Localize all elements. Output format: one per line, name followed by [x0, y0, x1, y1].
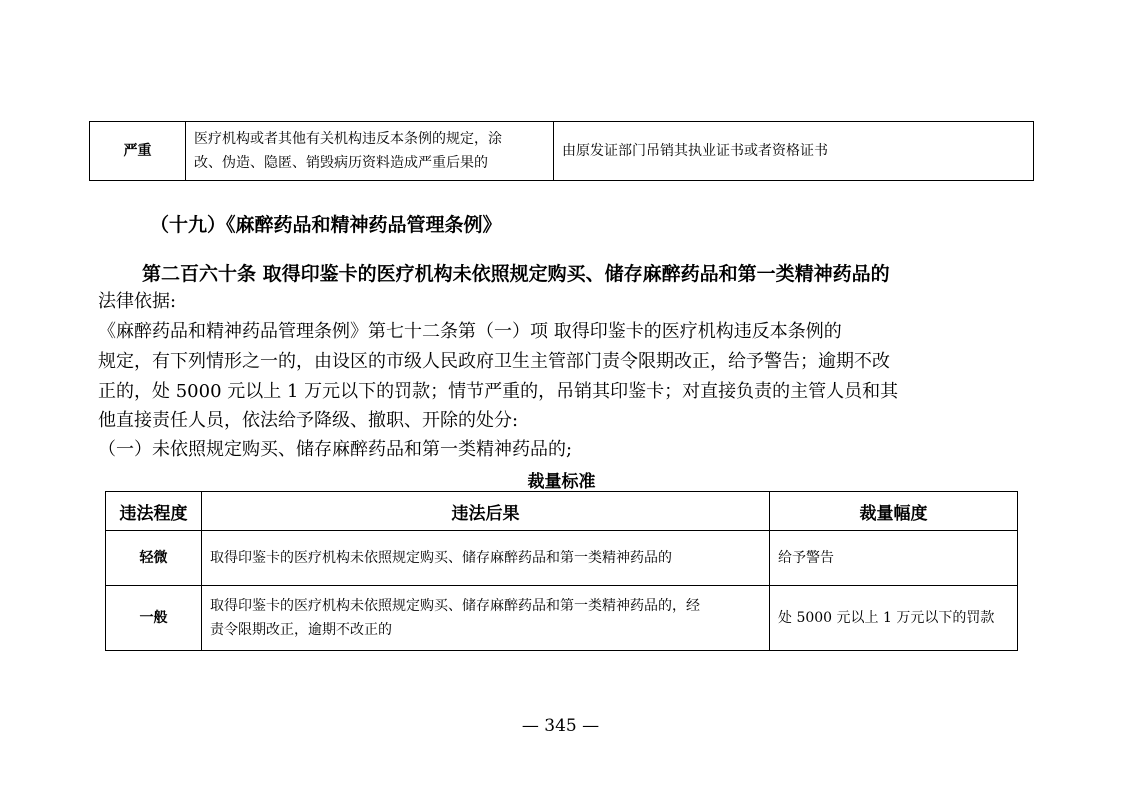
consequence-line: 取得印鉴卡的医疗机构未依照规定购买、储存麻醉药品和第一类精神药品的	[210, 550, 672, 566]
article-title: 第二百六十条 取得印鉴卡的医疗机构未依照规定购买、储存麻醉药品和第一类精神药品的	[142, 263, 890, 285]
column-header: 违法后果	[202, 492, 770, 531]
consequence-line: 医疗机构或者其他有关机构违反本条例的规定，涂	[194, 131, 502, 147]
table-title: 裁量标准	[527, 472, 596, 492]
consequence-cell	[202, 531, 770, 586]
body-line: 规定，有下列情形之一的，由设区的市级人民政府卫生主管部门责令限期改正，给予警告；逾期不改	[98, 351, 890, 372]
table-row	[90, 122, 1034, 181]
penalty-cell: 给予警告	[770, 531, 1018, 586]
body-line: 法律依据:	[98, 291, 177, 312]
section-heading: （十九）《麻醉药品和精神药品管理条例》	[150, 214, 502, 236]
top-standards-table	[89, 121, 1034, 181]
discretion-standards-table	[105, 491, 1018, 651]
column-header: 裁量幅度	[770, 492, 1018, 531]
page-number: — 345 —	[521, 716, 600, 736]
severity-level-cell: 严重	[90, 122, 186, 181]
severity-level-cell: 轻微	[106, 531, 202, 586]
consequence-line: 改、伪造、隐匿、销毁病历资料造成严重后果的	[194, 155, 488, 171]
column-header: 违法程度	[106, 492, 202, 531]
penalty-cell: 由原发证部门吊销其执业证书或者资格证书	[554, 122, 1034, 181]
consequence-line: 责令限期改正，逾期不改正的	[210, 622, 392, 638]
consequence-cell	[186, 122, 554, 181]
body-line: （一）未依照规定购买、储存麻醉药品和第一类精神药品的;	[98, 439, 573, 460]
table-row	[106, 586, 1018, 651]
table-header-row	[106, 492, 1018, 531]
body-line: 《麻醉药品和精神药品管理条例》第七十二条第（一）项 取得印鉴卡的医疗机构违反本条例的	[98, 321, 842, 342]
table-row	[106, 531, 1018, 586]
body-line: 他直接责任人员，依法给予降级、撤职、开除的处分:	[98, 410, 519, 431]
body-line: 正的，处 5000 元以上 1 万元以下的罚款；情节严重的，吊销其印鉴卡；对直接负责的主管人员和其	[98, 381, 899, 402]
consequence-line: 取得印鉴卡的医疗机构未依照规定购买、储存麻醉药品和第一类精神药品的，经	[210, 598, 700, 614]
severity-level-cell: 一般	[106, 586, 202, 651]
penalty-cell: 处 5000 元以上 1 万元以下的罚款	[770, 586, 1018, 651]
consequence-cell	[202, 586, 770, 651]
